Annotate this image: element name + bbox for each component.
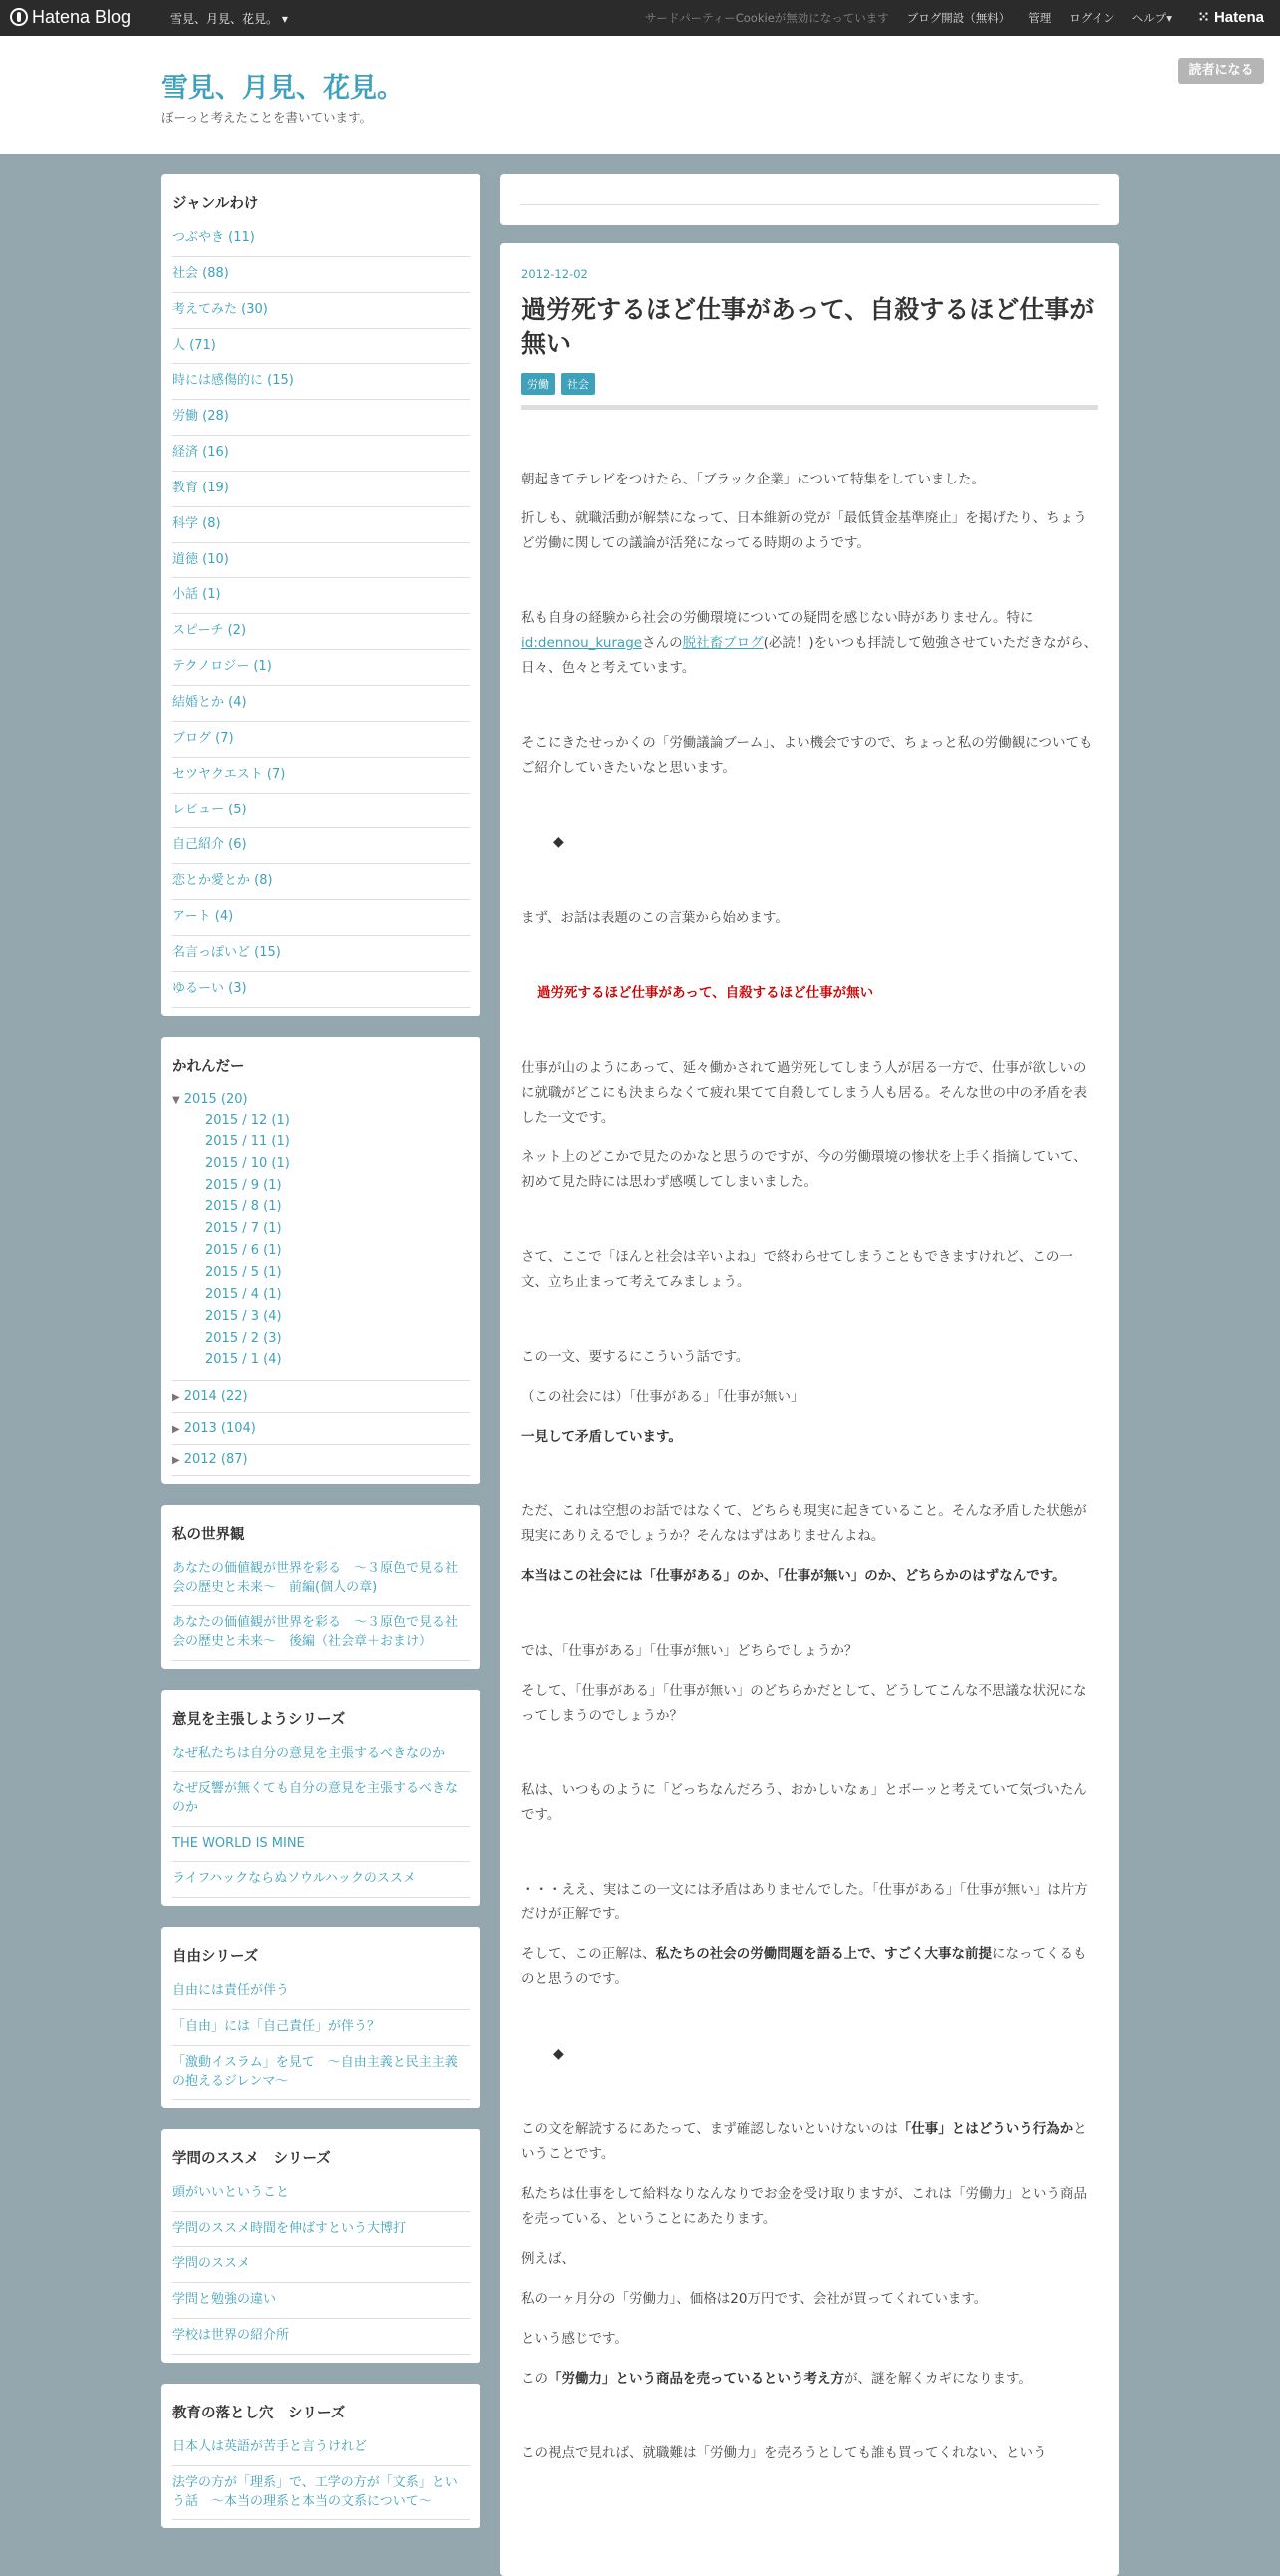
category-link[interactable]: 名言っぽいど (15) [172, 936, 470, 972]
blog-header [0, 36, 1280, 154]
category-link[interactable]: 経済 (16) [172, 436, 470, 472]
archive-month-link[interactable]: 2015 / 11 (1) [205, 1133, 290, 1149]
bold-text: 一見して矛盾しています。 [521, 1428, 682, 1445]
highlighted-quote: 過労死するほど仕事があって、自殺するほど仕事が無い [537, 985, 874, 1002]
help-label: ヘルプ [1131, 11, 1167, 25]
paragraph: この一文、要するにこういう話です。 [521, 1348, 750, 1365]
logo-text: Hatena Blog [32, 7, 132, 27]
link-list [172, 2430, 470, 2521]
bold-text: 私たちの社会の労働問題を語る上で、すごく大事な前提 [655, 1946, 992, 1963]
blog-title[interactable]: 雪見、月見、花見。 [161, 73, 404, 104]
hatena-blog-logo[interactable] [10, 7, 131, 28]
text: 私も自身の経験から社会の労働環境についての疑問を感じない時がありません。特に [521, 610, 1034, 627]
article-body [521, 468, 1098, 2467]
help-menu[interactable] [1132, 10, 1172, 26]
caret-down-icon: ▾ [281, 12, 288, 26]
category-tag[interactable]: 社会 [561, 373, 595, 395]
admin-link[interactable]: 管理 [1028, 11, 1052, 25]
paragraph: （この社会には）「仕事がある」「仕事が無い」 [521, 1388, 804, 1405]
open-blog-link[interactable]: ブログ開設（無料） [906, 11, 1011, 25]
paragraph: 仕事が山のようにあって、延々働かされて過労死してしまう人が居る一方で、仕事が欲しいのに就職がどこにも決まらなくて疲れ果てて自殺してしまう人も居る。そんな世の中の矛盾を表した一文です。 [521, 1060, 1087, 1127]
archive-month-list [172, 1107, 470, 1372]
category-link[interactable]: 考えてみた (30) [172, 293, 470, 329]
article-link[interactable]: あなたの価値観が世界を彩る ～３原色で見る社会の歴史と未来～ 前編(個人の章) [172, 1552, 470, 1607]
divider [520, 204, 1099, 205]
archive-month-link[interactable]: 2015 / 8 (1) [205, 1199, 282, 1215]
paragraph: そして、「仕事がある」「仕事が無い」のどちらかだとして、どうしてこんな不思議な状況になってしまうのでしょうか？ [521, 1682, 1087, 1724]
article [500, 243, 1119, 2576]
text: この [521, 2371, 548, 2388]
freedom-series-module [161, 1927, 480, 2107]
article-link[interactable]: なぜ反響が無くても自分の意見を主張するべきなのか [172, 1772, 470, 1827]
module-title: 私の世界観 [172, 1526, 245, 1543]
paragraph: という感じです。 [521, 2331, 628, 2348]
opinion-series-module [161, 1690, 480, 1906]
article-link[interactable]: なぜ私たちは自分の意見を主張するべきなのか [172, 1737, 470, 1772]
article-link[interactable]: 学問と勉強の違い [172, 2283, 470, 2319]
category-link[interactable]: 小話 (1) [172, 578, 470, 614]
hatena-logo-text: Hatena [1213, 9, 1264, 26]
article-link[interactable]: 学問のススメ時間を伸ばすという大博打 [172, 2212, 470, 2248]
article-link[interactable]: 日本人は英語が苦手と言うけれど [172, 2430, 470, 2466]
triangle-right-icon: ▶ [172, 1423, 180, 1435]
paragraph: この視点で見れば、就職難は「労働力」を売ろうとしても誰も買ってくれない、という [521, 2445, 1047, 2462]
global-header-links [645, 10, 1172, 26]
module-title: かれんだー [172, 1058, 245, 1075]
article-link[interactable]: 法学の方が「理系」で、工学の方が「文系」という話 ～本当の理系と本当の文系について～ [172, 2466, 470, 2521]
archive-year-2014[interactable] [172, 1381, 470, 1413]
paragraph [521, 2117, 1098, 2167]
article-categories [521, 373, 1098, 395]
archive-month-link[interactable]: 2015 / 1 (4) [205, 1352, 282, 1368]
paragraph [521, 1564, 1098, 1589]
article-link[interactable]: 「激動イスラム」を見て ～自由主義と民主主義の抱えるジレンマ～ [172, 2046, 470, 2100]
calendar-module [161, 1037, 480, 1484]
text: この文を解読するにあたって、まず確認しないといけないのは [521, 2121, 898, 2138]
module-title: 意見を主張しようシリーズ [172, 1712, 346, 1729]
text: さんの [642, 635, 683, 652]
link-list [172, 2176, 470, 2355]
bold-text: 「労働力」という商品を売っているという考え方 [548, 2371, 844, 2388]
module-title: 学問のススメ シリーズ [172, 2150, 331, 2167]
text: になってくるものと思うのです。 [521, 1946, 1087, 1988]
category-link[interactable]: 結婚とか (4) [172, 686, 470, 722]
triangle-down-icon: ▼ [172, 1094, 180, 1106]
archive-year-2015[interactable] [172, 1084, 470, 1381]
article-link[interactable]: 頭がいいということ [172, 2176, 470, 2212]
category-link[interactable]: 恋とか愛とか (8) [172, 864, 470, 900]
cookie-notice: サードパーティーCookieが無効になっています [644, 11, 889, 25]
text: (必読！)をいつも拝読して勉強させていただきながら、日々、色々と考えています。 [521, 635, 1098, 677]
category-link[interactable]: 科学 (8) [172, 507, 470, 543]
article-link[interactable]: ライフハックならぬソウルハックのススメ [172, 1862, 470, 1898]
blog-name-menu[interactable] [170, 10, 288, 27]
article-link[interactable]: 学校は世界の紹介所 [172, 2319, 470, 2355]
paragraph: ただ、これは空想のお話ではなくて、どちらも現実に起きていること。そんな矛盾した状態が現実にありえるでしょうか？そんなはずはありませんよね。 [521, 1502, 1087, 1544]
section-divider-diamond: ◆ [553, 2046, 564, 2063]
archive-year-label: 2013 (104) [183, 1420, 256, 1436]
bold-text: 「仕事」とはどういう行為か [897, 2121, 1074, 2138]
article-link[interactable]: 自由には責任が伴う [172, 1974, 470, 2010]
category-link[interactable]: 時には感傷的に (15) [172, 364, 470, 400]
paragraph [521, 2367, 1098, 2392]
archive-year-label: 2012 (87) [183, 1451, 248, 1467]
category-link[interactable]: セツヤクエスト (7) [172, 758, 470, 794]
archive-month-link[interactable]: 2015 / 7 (1) [205, 1221, 282, 1237]
link-list [172, 1737, 470, 1898]
paragraph: そこにきたせっかくの「労働議論ブーム」、よい機会ですので、ちょっと私の労働観についてもご紹介していきたいなと思います。 [521, 735, 1093, 777]
subscribe-button[interactable]: 読者になる [1178, 58, 1264, 84]
hatena-blog-logo-icon [10, 8, 28, 26]
blog-description: ぼーっと考えたことを書いています。 [161, 110, 373, 125]
bold-text: 本当はこの社会には「仕事がある」のか、「仕事が無い」のか、どちらかのはずなんです。 [521, 1567, 1066, 1584]
link-list [172, 1552, 470, 1661]
paragraph: では、「仕事がある」「仕事が無い」どちらでしょうか？ [521, 1642, 858, 1659]
category-link[interactable]: テクノロジー (1) [172, 650, 470, 686]
archive-month-link[interactable]: 2015 / 10 (1) [205, 1155, 290, 1171]
global-header [0, 0, 1280, 36]
archive-year-label: 2014 (22) [183, 1388, 248, 1404]
category-link[interactable]: 労働 (28) [172, 400, 470, 436]
paragraph: 朝起きてテレビをつけたら、「ブラック企業」について特集をしていました。 [521, 471, 985, 487]
module-title: ジャンルわけ [172, 196, 259, 212]
paragraph: ネット上のどこかで見たのかなと思うのですが、今の労働環境の惨状を上手く指摘していて、初めて見た時には思わず感嘆してしまいました。 [521, 1148, 1087, 1190]
paragraph: ・・・ええ、実はこの一文には矛盾はありませんでした。「仕事がある」「仕事が無い」は片方だけが正解です。 [521, 1881, 1088, 1923]
article-link[interactable]: THE WORLD IS MINE [172, 1827, 470, 1863]
archive-month-link[interactable]: 2015 / 12 (1) [205, 1113, 290, 1128]
top-module [500, 174, 1119, 225]
paragraph: まず、お話は表題のこの言葉から始めます。 [521, 910, 789, 927]
category-link[interactable]: 自己紹介 (6) [172, 828, 470, 864]
archive-month-link[interactable]: 2015 / 5 (1) [205, 1264, 282, 1280]
sidebar [161, 174, 480, 2549]
triangle-right-icon: ▶ [172, 1454, 180, 1466]
category-tag[interactable]: 労働 [521, 373, 555, 395]
category-link[interactable]: 教育 (19) [172, 472, 470, 507]
paragraph: さて、ここで「ほんと社会は辛いよね」で終わらせてしまうこともできますけれど、この一文、立ち止まって考えてみましょう。 [521, 1248, 1073, 1290]
category-link[interactable]: ブログ (7) [172, 722, 470, 758]
archive-month-link[interactable]: 2015 / 9 (1) [205, 1177, 282, 1193]
paragraph: 折しも、就職活動が解禁になって、日本維新の党が「最低賃金基準廃止」を掲げたり、ちょうど労働に関しての議論が活発になってる時期のようです。 [521, 510, 1087, 552]
category-link[interactable]: ゆるーい (3) [172, 972, 470, 1008]
archive-month-link[interactable]: 2015 / 2 (3) [205, 1330, 282, 1346]
article-link[interactable]: 学問のススメ [172, 2247, 470, 2283]
link-list [172, 1974, 470, 2099]
study-series-module [161, 2129, 480, 2363]
archive-month-link[interactable]: 2015 / 6 (1) [205, 1243, 282, 1259]
archive-year-2012[interactable] [172, 1445, 470, 1476]
text: そして、この正解は、 [521, 1946, 656, 1963]
user-link[interactable]: id:dennou_kurage [521, 635, 643, 652]
category-link[interactable]: レビュー (5) [172, 794, 470, 829]
blog-name-label: 雪見、月見、花見。 [170, 12, 279, 26]
education-series-module [161, 2384, 480, 2529]
paragraph [521, 606, 1098, 681]
text: ということです。 [521, 2121, 1087, 2163]
module-title: 自由シリーズ [172, 1949, 259, 1966]
category-link[interactable]: スピーチ (2) [172, 614, 470, 650]
module-title: 教育の落とし穴 シリーズ [172, 2405, 346, 2421]
paragraph: 例えば、 [521, 2251, 575, 2268]
caret-down-icon: ▾ [1166, 11, 1172, 25]
category-list [172, 221, 470, 1008]
section-divider-diamond: ◆ [553, 834, 564, 851]
category-link[interactable]: 人 (71) [172, 329, 470, 365]
archive-month-link[interactable]: 2015 / 4 (1) [205, 1286, 282, 1302]
title-divider [521, 405, 1098, 410]
worldview-module [161, 1505, 480, 1669]
category-link[interactable]: つぶやき (11) [172, 221, 470, 257]
category-link[interactable]: 道徳 (10) [172, 543, 470, 579]
archive-month-link[interactable]: 2015 / 3 (4) [205, 1308, 282, 1324]
archive-year-label: 2015 (20) [183, 1091, 248, 1107]
triangle-right-icon: ▶ [172, 1391, 180, 1403]
archive-year-2013[interactable] [172, 1413, 470, 1445]
paragraph: 私は、いつものように「どっちなんだろう、おかしいなぁ」とボーッと考えていて気づいたんです。 [521, 1781, 1087, 1823]
genre-module [161, 174, 480, 1016]
paragraph [521, 1942, 1098, 1992]
hatena-logo[interactable] [1197, 8, 1264, 26]
article-link[interactable]: 「自由」には「自己責任」が伴う？ [172, 2010, 470, 2046]
text: が、謎を解くカギになります。 [844, 2371, 1032, 2388]
paragraph: 私の一ヶ月分の「労働力」、価格は20万円です、会社が買ってくれています。 [521, 2291, 988, 2308]
paragraph [521, 1425, 1098, 1449]
article-date[interactable]: 2012-12-02 [521, 267, 588, 281]
category-link[interactable]: 社会 (88) [172, 257, 470, 293]
hatena-dots-icon: ⁙ [1197, 9, 1210, 26]
category-link[interactable]: アート (4) [172, 900, 470, 936]
article-link[interactable]: あなたの価値観が世界を彩る ～３原色で見る社会の歴史と未来～ 後編（社会章＋おまけ） [172, 1606, 470, 1661]
article-title[interactable]: 過労死するほど仕事があって、自殺するほど仕事が無い [521, 295, 1095, 358]
blog-link[interactable]: 脱社畜ブログ [682, 635, 764, 652]
paragraph: 私たちは仕事をして給料なりなんなりでお金を受け取りますが、これは「労働力」という商品を売っている、ということにあたります。 [521, 2186, 1087, 2228]
login-link[interactable]: ログイン [1069, 11, 1115, 25]
